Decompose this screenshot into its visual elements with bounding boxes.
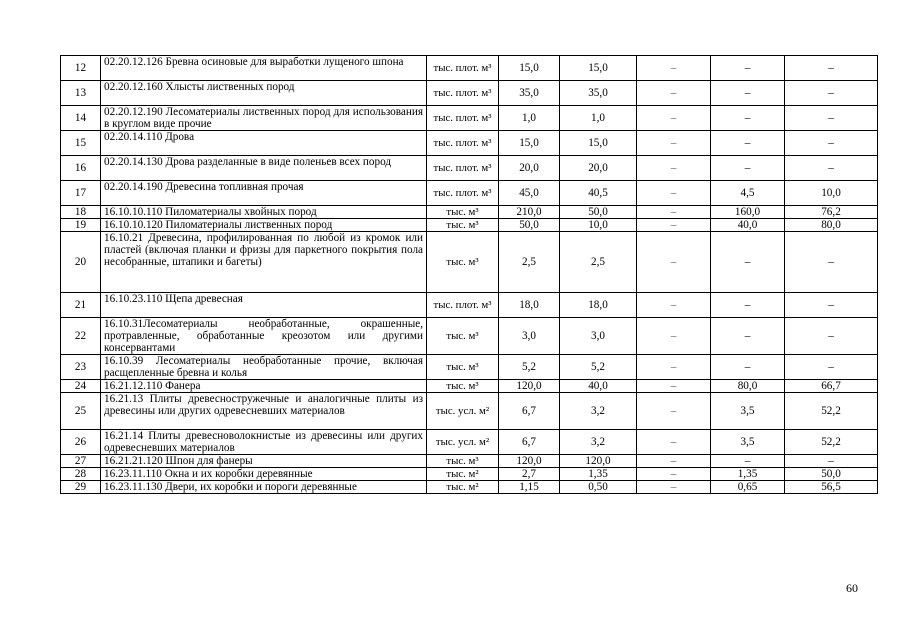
value-col-2: 3,0 <box>560 318 637 355</box>
value-col-5: – <box>785 318 878 355</box>
value-col-2: 1,35 <box>560 468 637 481</box>
unit: тыс. м² <box>427 468 499 481</box>
item-name: 02.20.12.190 Лесоматериалы лиственных пород для использования в круглом виде прочие <box>101 106 427 131</box>
table-row <box>61 430 878 455</box>
item-name: 02.20.12.160 Хлысты лиственных пород <box>101 81 427 106</box>
value-col-1: 15,0 <box>499 131 560 156</box>
unit: тыс. м³ <box>427 455 499 468</box>
item-name: 02.20.12.126 Бревна осиновые для выработки лущеного шпона <box>101 56 427 81</box>
value-col-4: 160,0 <box>711 206 785 219</box>
value-col-1: 1,15 <box>499 481 560 494</box>
table-row <box>61 318 878 355</box>
row-number: 17 <box>61 181 101 206</box>
value-col-3: – <box>637 206 711 219</box>
value-col-2: 120,0 <box>560 455 637 468</box>
value-col-4: – <box>711 106 785 131</box>
value-col-1: 210,0 <box>499 206 560 219</box>
value-col-2: 3,2 <box>560 393 637 430</box>
row-number: 12 <box>61 56 101 81</box>
table-row <box>61 232 878 293</box>
unit: тыс. м³ <box>427 355 499 380</box>
value-col-3: – <box>637 380 711 393</box>
value-col-4: – <box>711 293 785 318</box>
data-table <box>60 55 878 494</box>
value-col-1: 120,0 <box>499 455 560 468</box>
table-row <box>61 293 878 318</box>
value-col-4: 0,65 <box>711 481 785 494</box>
unit: тыс. плот. м³ <box>427 106 499 131</box>
table-row <box>61 181 878 206</box>
unit: тыс. м² <box>427 481 499 494</box>
item-name: 16.23.11.110 Окна и их коробки деревянные <box>101 468 427 481</box>
unit: тыс. плот. м³ <box>427 81 499 106</box>
table-row <box>61 106 878 131</box>
row-number: 22 <box>61 318 101 355</box>
value-col-2: 40,0 <box>560 380 637 393</box>
row-number: 20 <box>61 232 101 293</box>
unit: тыс. м³ <box>427 219 499 232</box>
value-col-5: 76,2 <box>785 206 878 219</box>
table-row <box>61 56 878 81</box>
unit: тыс. м³ <box>427 232 499 293</box>
table-row <box>61 219 878 232</box>
item-name: 16.21.13 Плиты древесностружечные и аналогичные плиты из древесины или других одревесневших материалов <box>101 393 427 430</box>
item-name: 02.20.14.190 Древесина топливная прочая <box>101 181 427 206</box>
value-col-5: – <box>785 232 878 293</box>
value-col-1: 18,0 <box>499 293 560 318</box>
value-col-3: – <box>637 232 711 293</box>
value-col-1: 35,0 <box>499 81 560 106</box>
value-col-3: – <box>637 355 711 380</box>
table-row <box>61 355 878 380</box>
unit: тыс. плот. м³ <box>427 181 499 206</box>
item-name: 16.10.21 Древесина, профилированная по любой из кромок или пластей (включая планки и фризы для паркетного покрытия пола несобранные, штапики и багеты) <box>101 232 427 293</box>
value-col-2: 1,0 <box>560 106 637 131</box>
value-col-4: – <box>711 156 785 181</box>
item-name: 16.10.10.110 Пиломатериалы хвойных пород <box>101 206 427 219</box>
item-name: 16.10.23.110 Щепа древесная <box>101 293 427 318</box>
value-col-1: 6,7 <box>499 430 560 455</box>
value-col-4: 3,5 <box>711 393 785 430</box>
row-number: 13 <box>61 81 101 106</box>
item-name: 16.21.21.120 Шпон для фанеры <box>101 455 427 468</box>
value-col-1: 5,2 <box>499 355 560 380</box>
value-col-1: 3,0 <box>499 318 560 355</box>
table-row <box>61 481 878 494</box>
row-number: 16 <box>61 156 101 181</box>
value-col-5: – <box>785 106 878 131</box>
row-number: 28 <box>61 468 101 481</box>
unit: тыс. плот. м³ <box>427 56 499 81</box>
value-col-3: – <box>637 219 711 232</box>
row-number: 23 <box>61 355 101 380</box>
value-col-2: 2,5 <box>560 232 637 293</box>
value-col-5: – <box>785 455 878 468</box>
value-col-4: – <box>711 131 785 156</box>
value-col-3: – <box>637 106 711 131</box>
value-col-5: – <box>785 156 878 181</box>
value-col-2: 35,0 <box>560 81 637 106</box>
value-col-4: 4,5 <box>711 181 785 206</box>
item-name: 02.20.14.110 Дрова <box>101 131 427 156</box>
value-col-5: 66,7 <box>785 380 878 393</box>
value-col-3: – <box>637 56 711 81</box>
value-col-1: 45,0 <box>499 181 560 206</box>
unit: тыс. плот. м³ <box>427 156 499 181</box>
page-number: 60 <box>846 581 858 595</box>
value-col-2: 5,2 <box>560 355 637 380</box>
table-row <box>61 206 878 219</box>
row-number: 15 <box>61 131 101 156</box>
value-col-1: 2,7 <box>499 468 560 481</box>
value-col-4: 40,0 <box>711 219 785 232</box>
row-number: 19 <box>61 219 101 232</box>
table-row <box>61 455 878 468</box>
row-number: 14 <box>61 106 101 131</box>
item-name: 16.10.31Лесоматериалы необработанные, окрашенные, протравленные, обработанные креозотом или другими консервантами <box>101 318 427 355</box>
value-col-1: 1,0 <box>499 106 560 131</box>
value-col-3: – <box>637 468 711 481</box>
value-col-2: 3,2 <box>560 430 637 455</box>
value-col-5: 56,5 <box>785 481 878 494</box>
unit: тыс. усл. м² <box>427 430 499 455</box>
value-col-5: – <box>785 81 878 106</box>
value-col-4: – <box>711 81 785 106</box>
value-col-3: – <box>637 481 711 494</box>
value-col-1: 15,0 <box>499 56 560 81</box>
value-col-2: 40,5 <box>560 181 637 206</box>
value-col-5: – <box>785 56 878 81</box>
value-col-2: 50,0 <box>560 206 637 219</box>
table-row <box>61 393 878 430</box>
value-col-1: 120,0 <box>499 380 560 393</box>
value-col-4: 80,0 <box>711 380 785 393</box>
item-name: 16.23.11.130 Двери, их коробки и пороги деревянные <box>101 481 427 494</box>
value-col-3: – <box>637 393 711 430</box>
unit: тыс. м³ <box>427 318 499 355</box>
value-col-3: – <box>637 318 711 355</box>
value-col-5: 52,2 <box>785 393 878 430</box>
unit: тыс. плот. м³ <box>427 131 499 156</box>
value-col-4: – <box>711 232 785 293</box>
value-col-2: 10,0 <box>560 219 637 232</box>
table-row <box>61 380 878 393</box>
row-number: 21 <box>61 293 101 318</box>
table-row <box>61 468 878 481</box>
value-col-5: 52,2 <box>785 430 878 455</box>
value-col-3: – <box>637 181 711 206</box>
value-col-3: – <box>637 293 711 318</box>
unit: тыс. м³ <box>427 206 499 219</box>
value-col-3: – <box>637 156 711 181</box>
value-col-5: 80,0 <box>785 219 878 232</box>
item-name: 16.21.12.110 Фанера <box>101 380 427 393</box>
item-name: 16.10.10.120 Пиломатериалы лиственных пород <box>101 219 427 232</box>
value-col-2: 15,0 <box>560 56 637 81</box>
row-number: 24 <box>61 380 101 393</box>
value-col-4: – <box>711 56 785 81</box>
row-number: 27 <box>61 455 101 468</box>
table-row <box>61 131 878 156</box>
value-col-5: 50,0 <box>785 468 878 481</box>
value-col-5: – <box>785 293 878 318</box>
value-col-4: – <box>711 455 785 468</box>
value-col-4: – <box>711 355 785 380</box>
value-col-1: 6,7 <box>499 393 560 430</box>
value-col-1: 20,0 <box>499 156 560 181</box>
row-number: 29 <box>61 481 101 494</box>
row-number: 26 <box>61 430 101 455</box>
value-col-4: – <box>711 318 785 355</box>
value-col-3: – <box>637 455 711 468</box>
value-col-2: 0,50 <box>560 481 637 494</box>
value-col-3: – <box>637 131 711 156</box>
value-col-5: 10,0 <box>785 181 878 206</box>
item-name: 16.10.39 Лесоматериалы необработанные прочие, включая расщепленные бревна и колья <box>101 355 427 380</box>
value-col-2: 20,0 <box>560 156 637 181</box>
row-number: 25 <box>61 393 101 430</box>
value-col-1: 2,5 <box>499 232 560 293</box>
value-col-2: 15,0 <box>560 131 637 156</box>
value-col-1: 50,0 <box>499 219 560 232</box>
unit: тыс. плот. м³ <box>427 293 499 318</box>
value-col-3: – <box>637 81 711 106</box>
table-row <box>61 81 878 106</box>
value-col-3: – <box>637 430 711 455</box>
value-col-5: – <box>785 355 878 380</box>
unit: тыс. усл. м² <box>427 393 499 430</box>
item-name: 16.21.14 Плиты древесноволокнистые из древесины или других одревесневших материалов <box>101 430 427 455</box>
value-col-5: – <box>785 131 878 156</box>
unit: тыс. м³ <box>427 380 499 393</box>
row-number: 18 <box>61 206 101 219</box>
item-name: 02.20.14.130 Дрова разделанные в виде поленьев всех пород <box>101 156 427 181</box>
table-row <box>61 156 878 181</box>
value-col-2: 18,0 <box>560 293 637 318</box>
value-col-4: 1,35 <box>711 468 785 481</box>
value-col-4: 3,5 <box>711 430 785 455</box>
table-body <box>61 56 878 494</box>
